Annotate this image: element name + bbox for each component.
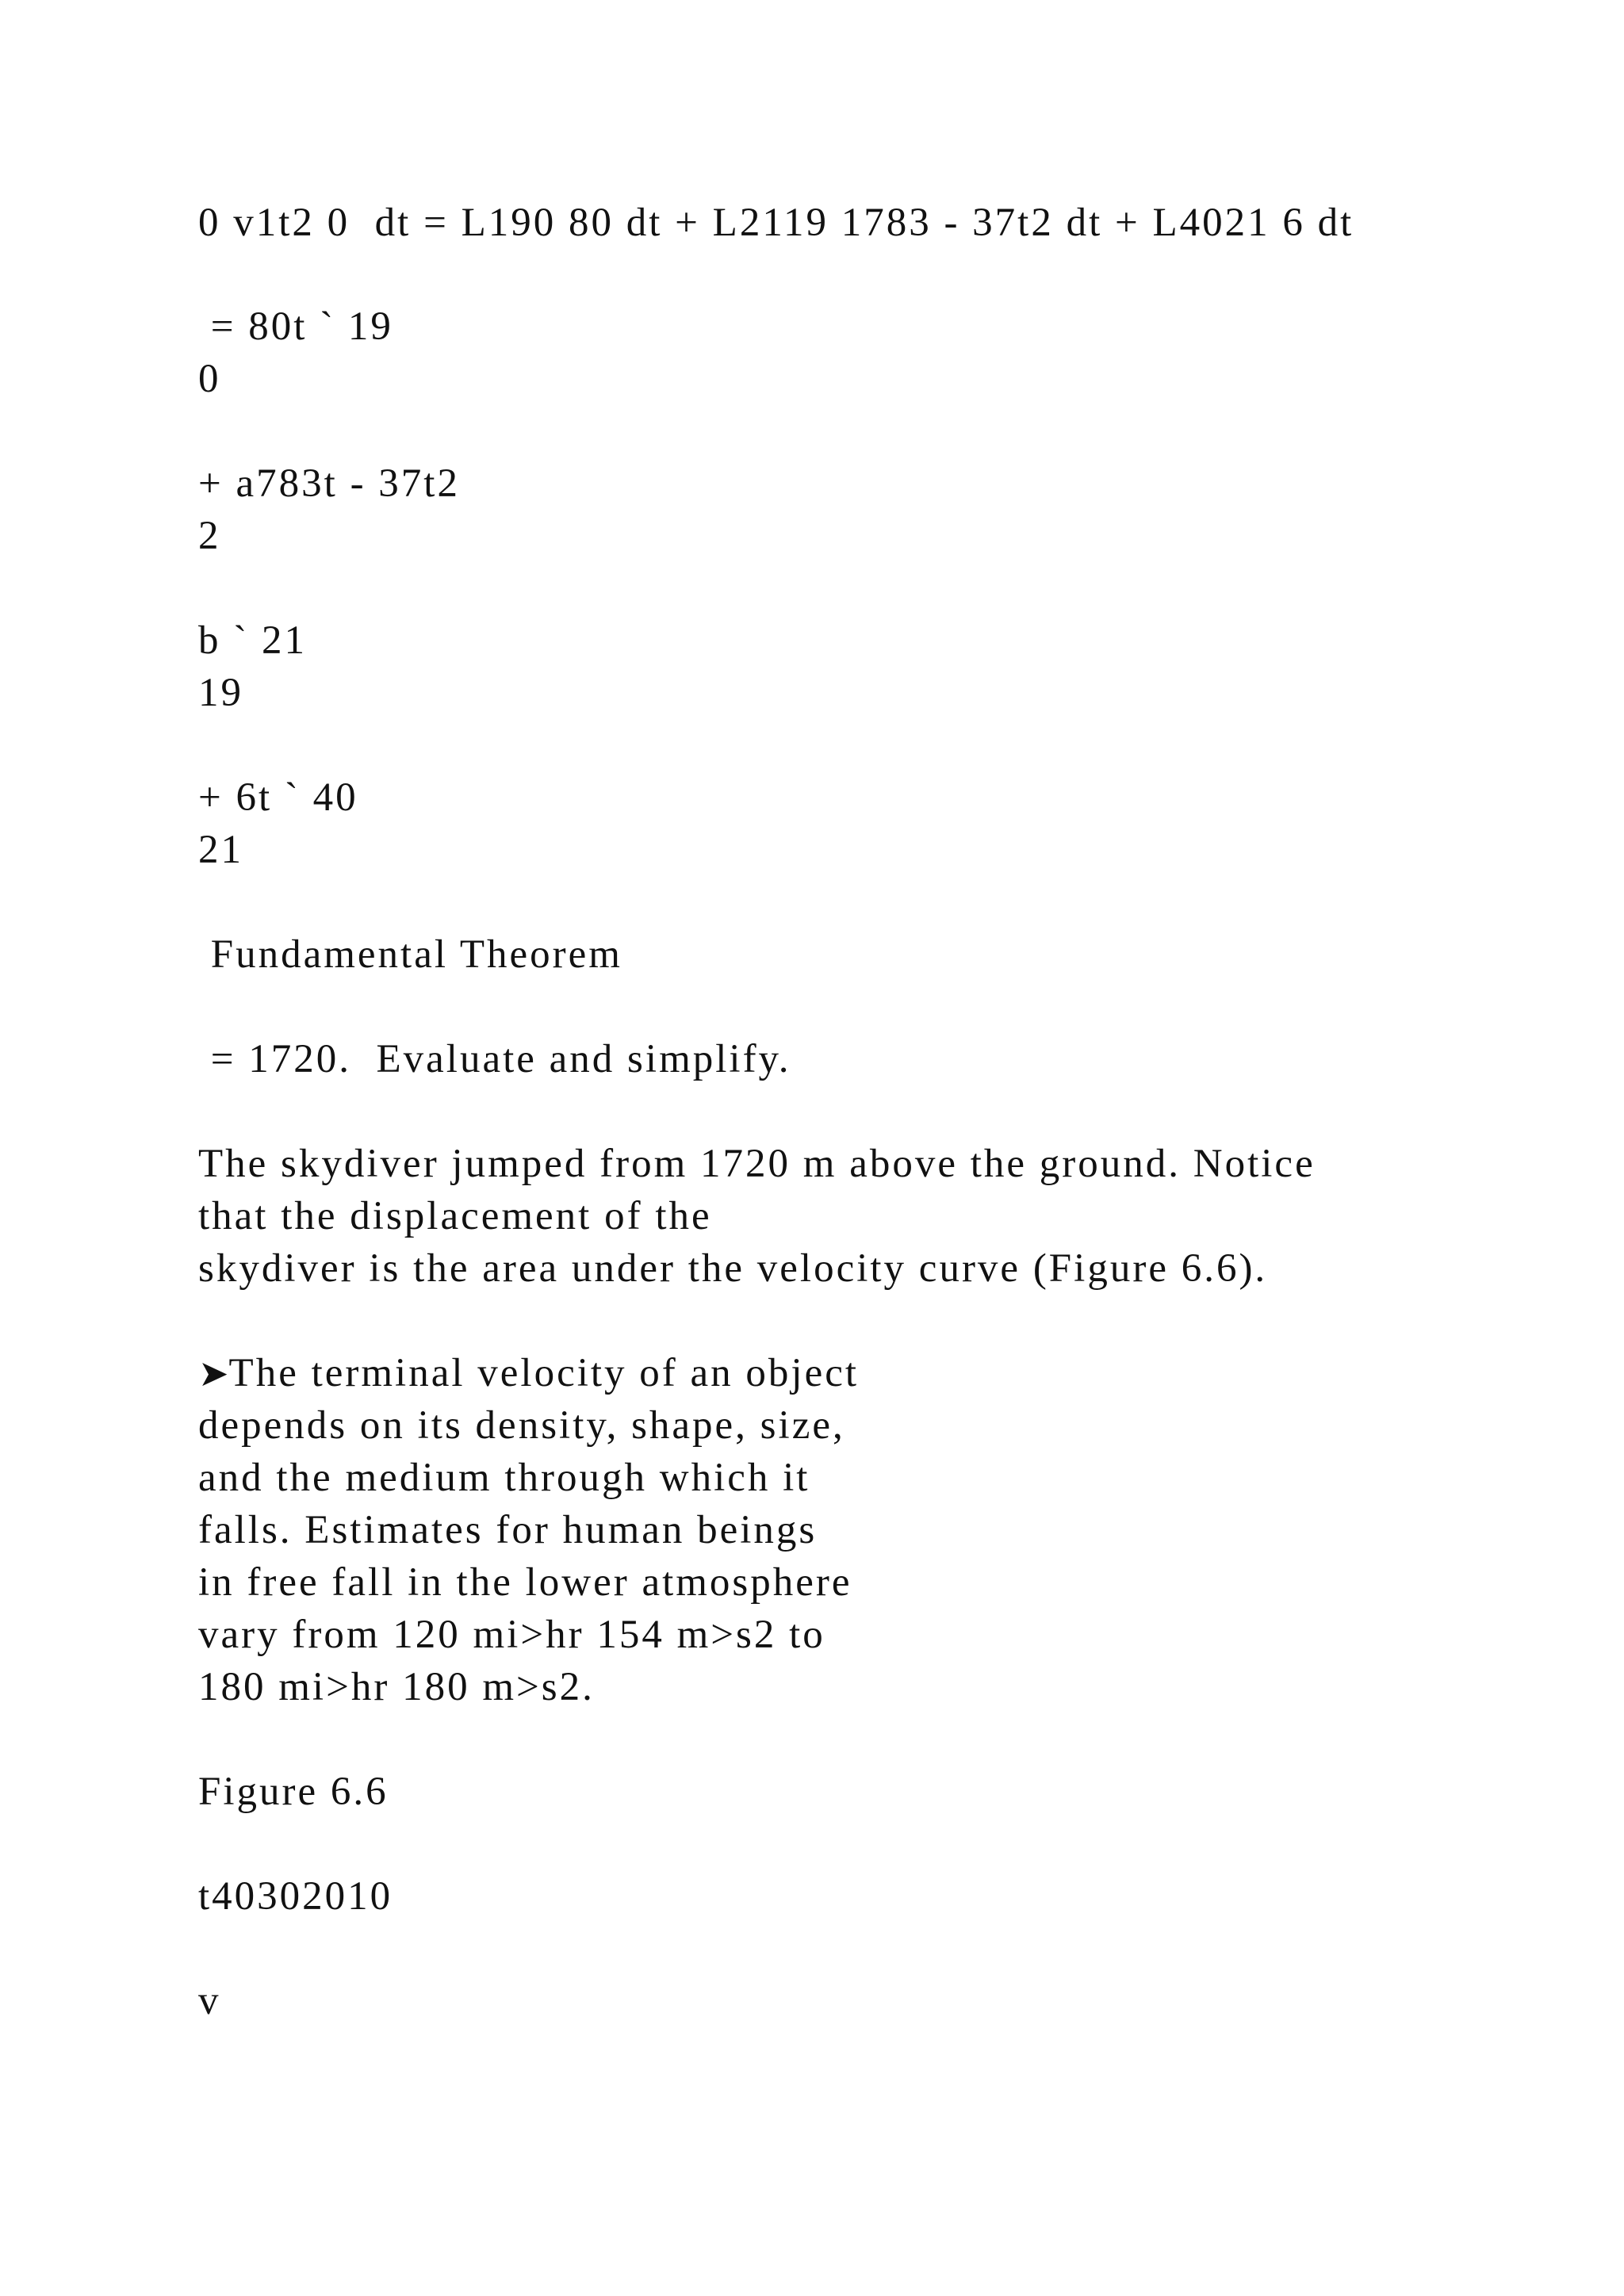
evaluation-line-3: b ` 21: [198, 618, 307, 663]
fundamental-theorem-note: Fundamental Theorem: [198, 932, 622, 977]
evaluation-limit-2: 2: [198, 514, 221, 558]
margin-note-line-5: in free fall in the lower atmosphere: [198, 1560, 852, 1605]
evaluation-line-2: + a783t - 37t2: [198, 461, 460, 506]
evaluate-simplify-line: = 1720. Evaluate and simplify.: [198, 1037, 791, 1081]
paragraph-line-3: skydiver is the area under the velocity curve (Figure 6.6).: [198, 1246, 1268, 1291]
figure-label: Figure 6.6: [198, 1770, 389, 1814]
paragraph-line-1: The skydiver jumped from 1720 m above the ground. Notice: [198, 1142, 1316, 1186]
paragraph-line-2: that the displacement of the: [198, 1194, 712, 1238]
evaluation-limit-1: 0: [198, 357, 221, 401]
evaluation-limit-4: 21: [198, 828, 243, 872]
margin-note-text-1: The terminal velocity of an object: [228, 1351, 860, 1395]
margin-note-line-1: [198, 1353, 859, 1394]
integral-equation-line: 0 v1t2 0 dt = L190 80 dt + L2119 1783 - 37t2 dt + L4021 6 dt: [198, 201, 1354, 245]
margin-note-line-4: falls. Estimates for human beings: [198, 1508, 818, 1552]
evaluation-line-1: = 80t ` 19: [198, 304, 393, 349]
evaluation-line-4: + 6t ` 40: [198, 775, 358, 820]
figure-axis-v-label: v: [198, 1979, 221, 2023]
arrow-bullet-icon: ➤: [198, 1352, 229, 1395]
margin-note-line-6: vary from 120 mi>hr 154 m>s2 to: [198, 1613, 825, 1657]
margin-note-line-7: 180 mi>hr 180 m>s2.: [198, 1665, 595, 1709]
evaluation-limit-3: 19: [198, 671, 243, 715]
margin-note-line-2: depends on its density, shape, size,: [198, 1403, 845, 1448]
margin-note-line-3: and the medium through which it: [198, 1456, 810, 1500]
figure-axis-t-label: t40302010: [198, 1874, 393, 1919]
